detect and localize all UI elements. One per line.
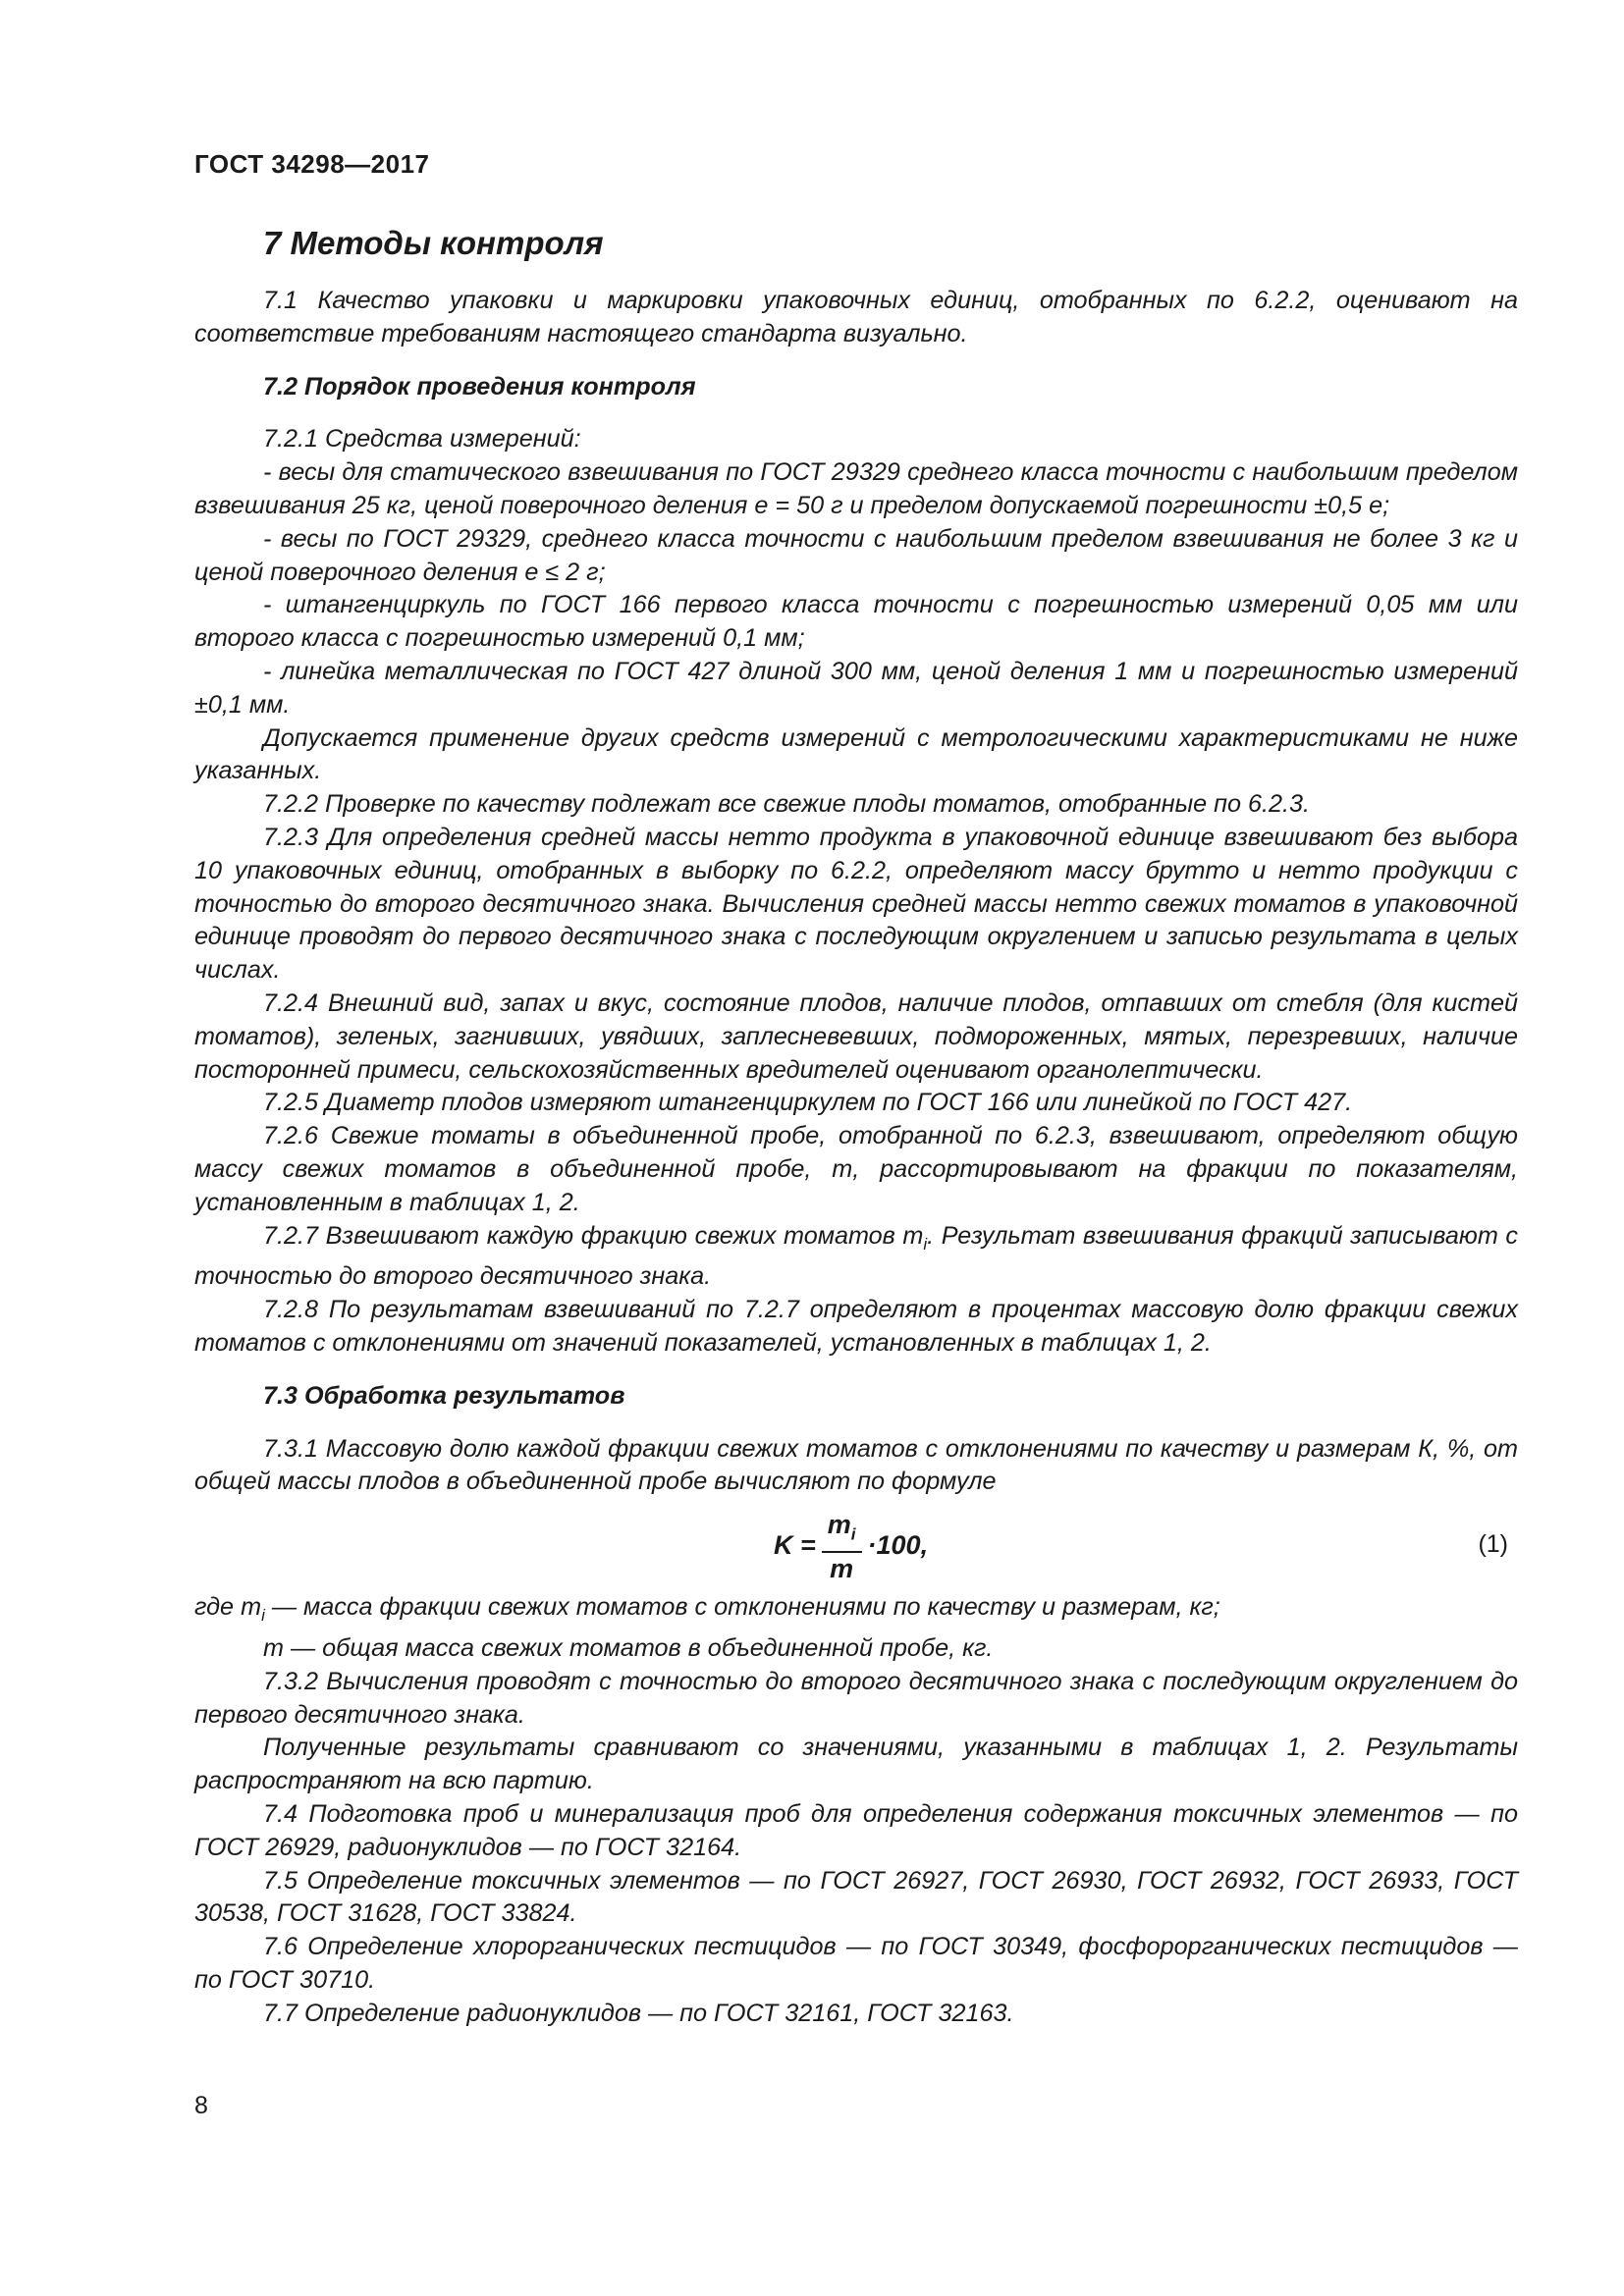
text-run: 7.2.7 Взвешивают каждую фракцию свежих томатов m <box>263 1221 924 1250</box>
numerator-subscript: i <box>850 1524 856 1544</box>
formula-number: (1) <box>1478 1530 1508 1559</box>
paragraph-7-2-4: 7.2.4 Внешний вид, запах и вкус, состояние плодов, наличие плодов, отпавших от стебля (для кистей томатов), зеленых, загнивших, увядших, заплесневевших, подмороженных, мятых, перезревших, наличие посторонней примеси, сельскохозяйственных вредителей оценивают органолептически. <box>194 988 1518 1084</box>
where-item <box>194 1591 1518 1632</box>
where-symbol: m <box>241 1593 262 1622</box>
section-title: 7 Методы контроля <box>263 225 604 261</box>
text-run: . Результат взвешивания фракций записывают с точностью до второго десятичного знака. <box>194 1221 1518 1291</box>
paragraph-7-3-2: 7.3.2 Вычисления проводят с точностью до второго десятичного знака с последующим округлением до первого десятичного знака. <box>194 1667 1518 1729</box>
paragraph-7-2-7 <box>194 1220 1518 1295</box>
paragraph-7-5: 7.5 Определение токсичных элементов — по ГОСТ 26927, ГОСТ 26930, ГОСТ 26932, ГОСТ 26933, ГОСТ 30538, ГОСТ 31628, ГОСТ 33824. <box>194 1866 1518 1928</box>
list-item: - весы по ГОСТ 29329, среднего класса точности с наибольшим пределом взвешивания не более 3 кг и ценой поверочного деления е ≤ 2 г; <box>194 524 1518 586</box>
paragraph-results: Полученные результаты сравнивают со значениями, указанными в таблицах 1, 2. Результаты распространяют на всю партию. <box>194 1734 1518 1795</box>
paragraph-7-2-2: 7.2.2 Проверке по качеству подлежат все свежие плоды томатов, отобранные по 6.2.3. <box>263 790 1311 819</box>
paragraph-7-2-8: 7.2.8 По результатам взвешиваний по 7.2.7 определяют в процентах массовую долю фракции свежих томатов с отклонениями от значений показателей, установленных в таблицах 1, 2. <box>194 1296 1518 1357</box>
numerator-symbol: m <box>827 1510 851 1540</box>
paragraph-7-7: 7.7 Определение радионуклидов — по ГОСТ 32161, ГОСТ 32163. <box>263 1999 1014 2027</box>
formula-lhs: K = <box>774 1530 816 1561</box>
where-symbol: m <box>263 1633 284 1662</box>
paragraph-7-2-1: 7.2.1 Средства измерений: <box>263 425 581 454</box>
list-item: - весы для статического взвешивания по ГОСТ 29329 среднего класса точности с наибольшим пределом взвешивания 25 кг, ценой поверочного деления е = 50 г и пределом допускаемой погрешности ±0,5 е; <box>194 458 1518 519</box>
where-text: — масса фракции свежих томатов с отклонениями по качеству и размерам, кг; <box>264 1593 1220 1622</box>
paragraph-7-2-3: 7.2.3 Для определения средней массы нетто продукта в упаковочной единице взвешивают без выбора 10 упаковочных единиц, отобранных в выборку по 6.2.2, определяют массу брутто и нетто продукции с точностью до второго десятичного знака. Вычисления средней массы нетто свежих томатов в упаковочной единице проводят до первого десятичного знака с последующим округлением и записью результата в целых числах. <box>194 823 1518 985</box>
subsection-heading-7-3: 7.3 Обработка результатов <box>263 1381 625 1410</box>
list-item: - линейка металлическая по ГОСТ 427 длиной 300 мм, ценой деления 1 мм и погрешностью измерений ±0,1 мм. <box>194 657 1518 719</box>
paragraph-allowed: Допускается применение других средств измерений с метрологическими характеристиками не ниже указанных. <box>194 723 1518 785</box>
subsection-heading-7-2: 7.2 Порядок проведения контроля <box>263 372 696 400</box>
formula-fraction <box>822 1509 862 1583</box>
paragraph-7-3-1: 7.3.1 Массовую долю каждой фракции свежих томатов с отклонениями по качеству и размерам К, %, от общей массы плодов в объединенной пробе вычисляют по формуле <box>194 1434 1518 1496</box>
paragraph-7-2-5: 7.2.5 Диаметр плодов измеряют штангенциркулем по ГОСТ 166 или линейкой по ГОСТ 427. <box>263 1089 1353 1117</box>
paragraph-7-4: 7.4 Подготовка проб и минерализация проб для определения содержания токсичных элементов — по ГОСТ 26929, радионуклидов — по ГОСТ 32164. <box>194 1799 1518 1861</box>
where-item <box>194 1632 1518 1666</box>
where-subscript: i <box>261 1606 265 1626</box>
list-item: - штангенциркуль по ГОСТ 166 первого класса точности с погрешностью измерений 0,05 мм или второго класса с погрешностью измерений 0,1 мм; <box>194 591 1518 653</box>
page-number: 8 <box>194 2092 208 2119</box>
formula-block <box>194 1503 1518 1587</box>
paragraph-7-2-6: 7.2.6 Свежие томаты в объединенной пробе, отобранной по 6.2.3, взвешивают, определяют общую массу свежих томатов в объединенной пробе, m, рассортировывают на фракции по показателям, установленным в таблицах 1, 2. <box>194 1122 1518 1216</box>
formula <box>774 1509 928 1583</box>
document-header: ГОСТ 34298—2017 <box>194 149 430 179</box>
where-text: — общая масса свежих томатов в объединенной пробе, кг. <box>283 1633 994 1662</box>
document-body <box>194 285 1518 2031</box>
formula-denominator: m <box>830 1553 854 1583</box>
formula-numerator <box>822 1509 862 1552</box>
paragraph-7-1: 7.1 Качество упаковки и маркировки упаковочных единиц, отобранных по 6.2.2, оценивают на соответствие требованиям настоящего стандарта визуально. <box>194 287 1518 347</box>
formula-rhs: ·100, <box>867 1530 929 1561</box>
where-lead: где <box>194 1593 242 1622</box>
subscript: i <box>923 1234 928 1254</box>
paragraph-7-6: 7.6 Определение хлорорганических пестицидов — по ГОСТ 30349, фосфорорганических пестицидов — по ГОСТ 30710. <box>194 1933 1518 1994</box>
